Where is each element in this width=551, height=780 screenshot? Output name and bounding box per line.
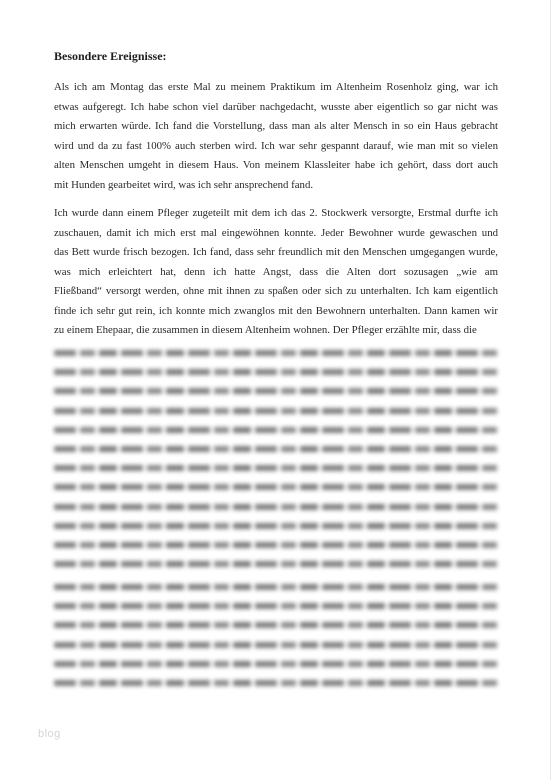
section-heading: Besondere Ereignisse: <box>54 49 167 63</box>
paragraph-line: alten Menschen umgeht in diesem Haus. Von meinem Klassleiter habe ich gehört, dass dort auch <box>54 159 498 171</box>
blurred-line <box>54 542 498 548</box>
blurred-line <box>54 465 498 471</box>
blurred-line <box>54 622 498 628</box>
blurred-line <box>54 504 498 510</box>
paragraph-line: Fließband“ versorgt werden, ohne mit ihnen zu spaßen oder sich zu unterhalten. Ich kam eigentlich <box>54 285 498 297</box>
blurred-line <box>54 369 498 375</box>
paragraph-line: finde ich sehr gut rein, ich konnte mich zwanglos mit den Bewohnern unterhalten. Dann kamen wir <box>54 304 498 317</box>
blurred-line <box>54 584 498 590</box>
blurred-line <box>54 408 498 414</box>
blurred-text-block <box>54 584 498 699</box>
blurred-text-block <box>54 350 498 580</box>
paragraph-line: mit Hunden gearbeitet wird, was ich sehr ansprechend fand. <box>54 178 314 191</box>
paragraph-2 <box>54 204 498 341</box>
blurred-line <box>54 446 498 452</box>
watermark: blog <box>38 728 61 740</box>
paragraph-1 <box>54 78 498 195</box>
paragraph-line: etwas aufgeregt. Ich habe schon viel darüber nachgedacht, wusste aber eigentlich so gar nicht was <box>54 100 498 113</box>
blurred-line <box>54 642 498 648</box>
paragraph-line: das Bett wurde frisch bezogen. Ich fand, dass sehr freundlich mit den Menschen umgegangen wurde, <box>54 246 498 258</box>
paragraph-line: Ich wurde dann einem Pfleger zugeteilt mit dem ich das 2. Stockwerk versorgte, Erstmal durfte ich <box>54 207 498 219</box>
blurred-line <box>54 680 498 686</box>
paragraph-line: zuschauen, damit ich mich erst mal eingewöhnen konnte. Jeder Bewohner wurde gewaschen und <box>54 226 498 239</box>
blurred-line <box>54 484 498 490</box>
blurred-line <box>54 523 498 529</box>
blurred-line <box>54 661 498 667</box>
blurred-line <box>54 388 498 394</box>
paragraph-line: zu einem Ehepaar, die zusammen in diesem Altenheim wohnen. Der Pfleger erzählte mir, dass die <box>54 324 477 336</box>
paragraph-line: wird und da zu fast 100% auch sterben wird. Ich war sehr gespannt darauf, wie man mit so vielen <box>54 139 498 152</box>
paragraph-line: Als ich am Montag das erste Mal zu meinem Praktikum im Altenheim Rosenholz ging, war ich <box>54 81 498 93</box>
blurred-line <box>54 603 498 609</box>
blurred-line <box>54 427 498 433</box>
blurred-line <box>54 350 498 356</box>
blurred-line <box>54 561 498 567</box>
paragraph-line: was mich erleichtert hat, denn ich hatte Angst, dass die Alten dort sozusagen „wie am <box>54 265 498 278</box>
paragraph-line: mich erwarten würde. Ich fand die Vorstellung, dass man als alter Mensch in so ein Haus gebracht <box>54 120 498 132</box>
